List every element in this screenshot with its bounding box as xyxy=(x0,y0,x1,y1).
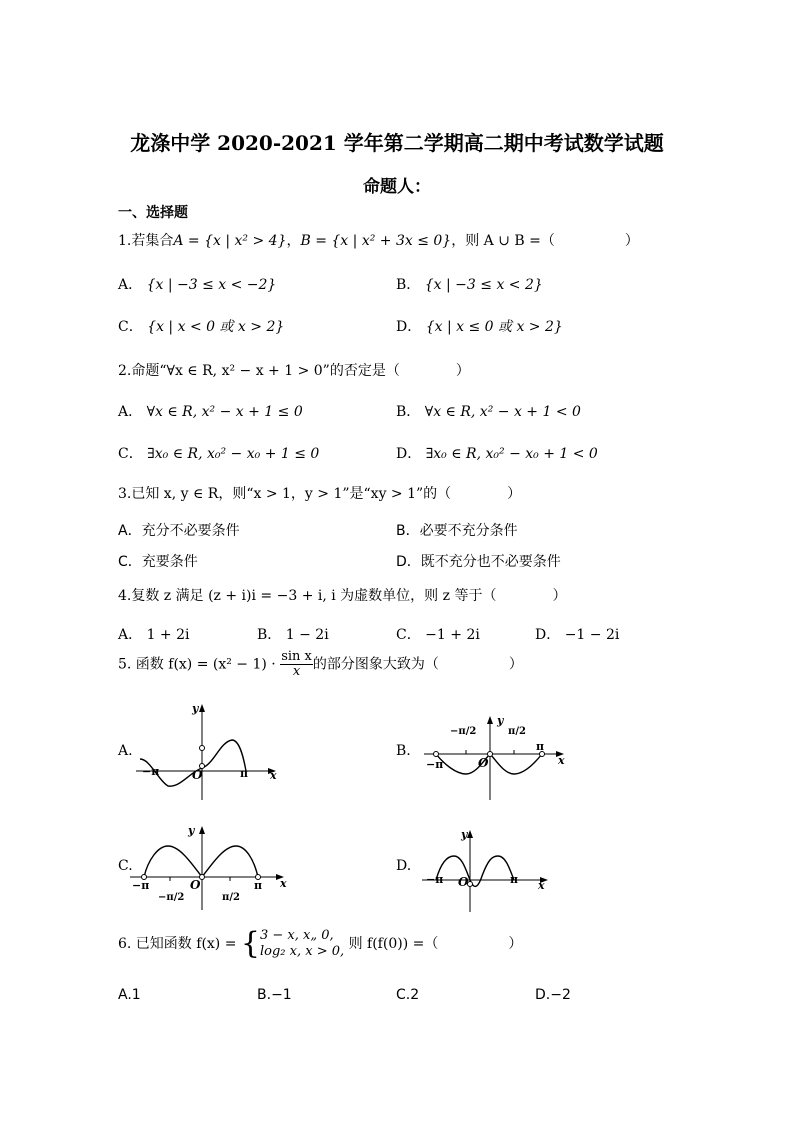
question-1-stem xyxy=(118,230,639,250)
graph-b-neg-half-pi-label: −π/2 xyxy=(450,726,477,737)
q3-option-d[interactable]: D．既不充分也不必要条件 xyxy=(396,554,561,570)
page-title: 龙涤中学 2020-2021 学年第二学期高二期中考试数学试题 xyxy=(130,131,664,155)
question-3-stem: 3.已知 x, y ∈ R，则“x > 1，y > 1”是“xy > 1”的（ ） xyxy=(118,486,522,502)
question-2-stem: 2.命题“∀x ∈ R, x² − x + 1 > 0”的否定是（ ） xyxy=(118,363,470,379)
q6-option-d[interactable]: D.−2 xyxy=(535,987,571,1003)
q4-option-c[interactable]: C． −1 + 2i xyxy=(396,627,480,643)
q6-option-c[interactable]: C.2 xyxy=(396,987,420,1003)
graph-a-x-label: x xyxy=(270,769,277,782)
q3-option-a[interactable]: A．充分不必要条件 xyxy=(118,523,240,539)
q1-comma: ， xyxy=(286,233,301,249)
author-label: 命题人： xyxy=(363,177,431,197)
question-5-stem: 5. 函数 f(x) = (x² − 1) · $\frac{\text{sin x}}{x}$ 的部分图象大致为（ ） xyxy=(118,649,523,679)
graph-d[interactable] xyxy=(412,826,557,914)
graph-b-y-label: y xyxy=(497,714,504,727)
graph-c-pi-label: π xyxy=(254,879,263,892)
graph-d-y-label: y xyxy=(461,828,468,841)
graph-d-neg-pi-label: −π xyxy=(426,873,444,886)
graph-a-pi-label: π xyxy=(240,767,249,780)
q1-option-b[interactable]: B． {x | −3 ≤ x < 2} xyxy=(396,277,543,293)
graph-c-y-label: y xyxy=(188,824,195,837)
graph-b-pi-label: π xyxy=(536,740,545,753)
q2-option-c[interactable]: C． ∃x₀ ∈ R, x₀² − x₀ + 1 ≤ 0 xyxy=(118,446,320,462)
q1-num: 1.若集合 xyxy=(118,233,174,249)
graph-c-neg-half-pi-label: −π/2 xyxy=(158,892,185,903)
graph-d-pi-label: π xyxy=(510,873,519,886)
q2-option-a[interactable]: A． ∀x ∈ R, x² − x + 1 ≤ 0 xyxy=(118,404,303,420)
q4-option-b[interactable]: B． 1 − 2i xyxy=(257,627,329,643)
graph-c-origin-label: O xyxy=(190,878,201,892)
q6-option-a[interactable]: A.1 xyxy=(118,987,141,1003)
q6-option-b[interactable]: B.−1 xyxy=(257,987,292,1003)
q1-set-a: A = {x | x² > 4} xyxy=(173,233,287,249)
graph-c-x-label: x xyxy=(280,877,287,890)
graph-b-half-pi-label: π/2 xyxy=(508,726,526,737)
graph-d-x-label: x xyxy=(538,879,545,892)
question-4-stem: 4.复数 z 满足 (z + i)i = −3 + i, i 为虚数单位，则 z 等于（ ） xyxy=(118,588,567,604)
q3-option-b[interactable]: B．必要不充分条件 xyxy=(396,523,518,539)
graph-b-x-label: x xyxy=(558,754,565,767)
q1-set-b: B = {x | x² + 3x ≤ 0} xyxy=(300,233,452,249)
q6-brace: { xyxy=(240,926,260,961)
graph-a-origin-label: O xyxy=(192,768,203,782)
q1-option-d[interactable]: D． {x | x ≤ 0 或 x > 2} xyxy=(396,319,563,335)
graph-a-neg-pi-label: −π xyxy=(142,765,160,778)
graph-d-label[interactable]: D. xyxy=(396,858,412,874)
graph-b-neg-pi-label: −π xyxy=(426,758,444,771)
graph-c[interactable] xyxy=(130,820,290,912)
graph-b[interactable] xyxy=(412,712,572,802)
question-6-stem: 6. 已知函数 f(x) = { 3 − x, x„ 0, log₂ x, x > 0, 则 f(f(0)) =（ ） xyxy=(118,926,523,961)
graph-a[interactable] xyxy=(136,700,281,805)
q2-option-b[interactable]: B． ∀x ∈ R, x² − x + 1 < 0 xyxy=(396,404,581,420)
graph-a-y-label: y xyxy=(192,702,199,715)
graph-b-label[interactable]: B. xyxy=(396,743,411,759)
q4-option-a[interactable]: A． 1 + 2i xyxy=(118,627,190,643)
graph-c-half-pi-label: π/2 xyxy=(222,892,240,903)
graph-d-origin-label: O xyxy=(458,875,469,889)
section-heading: 一、选择题 xyxy=(118,205,188,221)
graph-c-label[interactable]: C. xyxy=(118,858,133,874)
graph-a-label[interactable]: A. xyxy=(118,743,133,759)
q3-option-c[interactable]: C．充要条件 xyxy=(118,554,198,570)
q2-option-d[interactable]: D． ∃x₀ ∈ R, x₀² − x₀ + 1 < 0 xyxy=(396,446,598,462)
q4-option-d[interactable]: D． −1 − 2i xyxy=(535,627,620,643)
q1-option-a[interactable]: A． {x | −3 ≤ x < −2} xyxy=(118,277,277,293)
graph-c-neg-pi-label: −π xyxy=(132,879,150,892)
q1-option-c[interactable]: C． {x | x < 0 或 x > 2} xyxy=(118,319,285,335)
q5-fraction: $\frac{\text{sin x}}{x}$ xyxy=(281,649,312,679)
graph-b-origin-label: O xyxy=(478,756,489,770)
q6-piecewise: 3 − x, x„ 0, log₂ x, x > 0, xyxy=(260,928,345,959)
q1-tail: ，则 A ∪ B =（ ） xyxy=(451,233,639,249)
